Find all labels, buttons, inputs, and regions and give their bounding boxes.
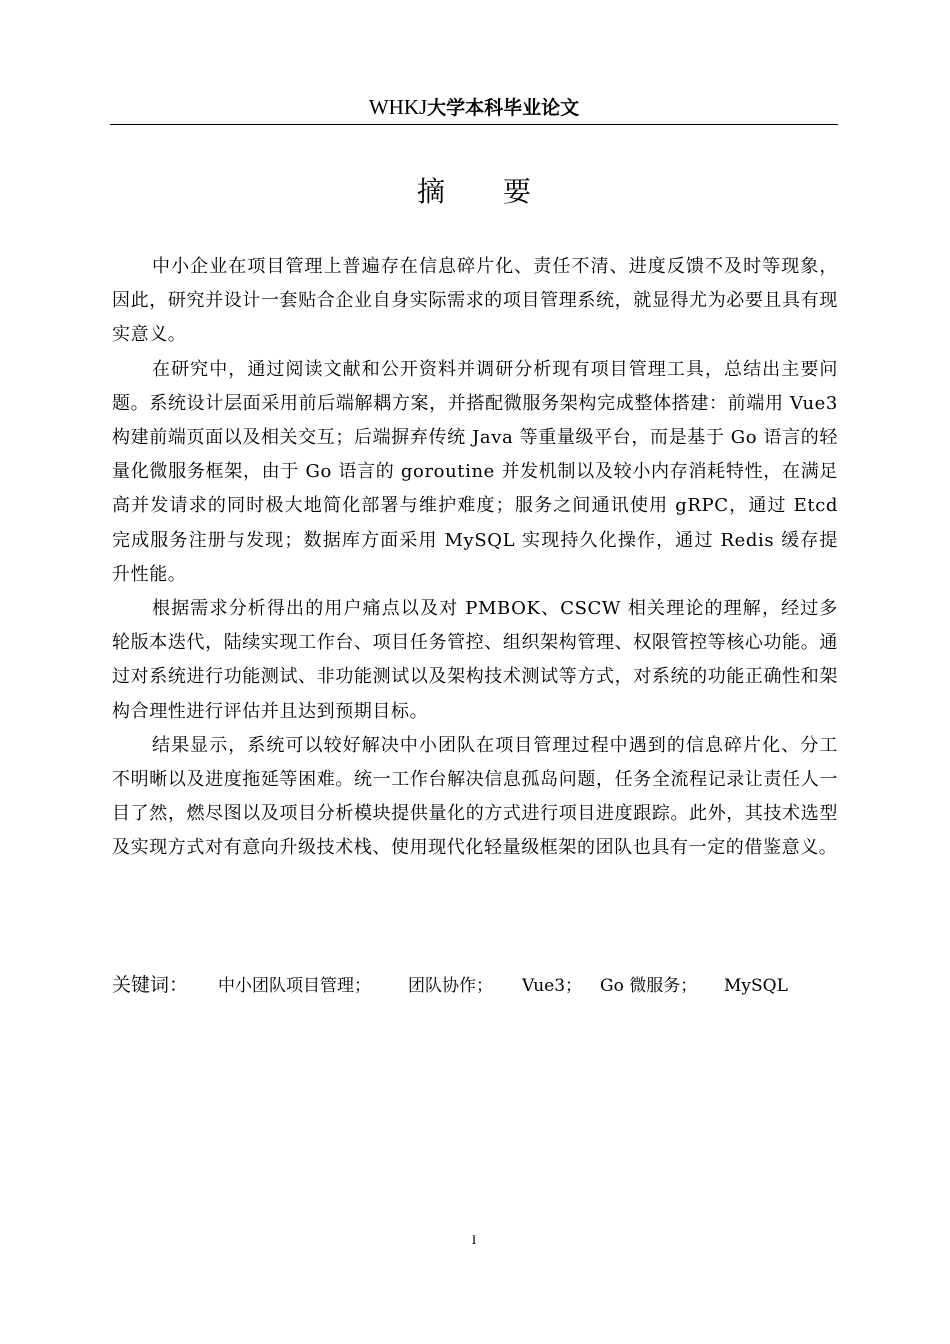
abstract-title: 摘要 <box>416 175 589 208</box>
keyword-item: 团队协作； <box>408 976 493 996</box>
abstract-paragraph: 中小企业在项目管理上普遍存在信息碎片化、责任不清、进度反馈不及时等现象，因此，研究并设计一套贴合企业自身实际需求的项目管理系统，就显得尤为必要且具有现实意义。 <box>112 256 838 346</box>
keyword-item: Vue3； <box>522 976 583 996</box>
abstract-paragraph: 在研究中，通过阅读文献和公开资料并调研分析现有项目管理工具，总结出主要问题。系统设计层面采用前后端解耦方案，并搭配微服务架构完成整体搭建：前端用 Vue3 构建前端页面以及相关交互；后端摒弃传统 Java 等重量级平台，而是基于 Go 语言的轻量化微服务框架，由于 Go 语言的 goroutine 并发机制以及较小内存消耗特性，在满足高并发请求的同时极大地简化部署与维护难度；服务之间通讯使用 gRPC，通过 Etcd 完成服务注册与发现；数据库方面采用 MySQL 实现持久化操作，通过 Redis 缓存提升性能。 <box>112 358 838 585</box>
keywords-line <box>112 969 838 1001</box>
keyword-item: 中小团队项目管理； <box>218 976 371 996</box>
keywords-label: 关键词： <box>112 974 189 996</box>
header-divider <box>110 124 838 125</box>
abstract-paragraph: 根据需求分析得出的用户痛点以及对 PMBOK、CSCW 相关理论的理解，经过多轮版本迭代，陆续实现工作台、项目任务管控、组织架构管理、权限管控等核心功能。通过对系统进行功能测试、非功能测试以及架构技术测试等方式，对系统的功能正确性和架构合理性进行评估并且达到预期目标。 <box>112 598 838 722</box>
abstract-body <box>112 250 838 866</box>
abstract-paragraph: 结果显示，系统可以较好解决中小团队在项目管理过程中遇到的信息碎片化、分工不明晰以及进度拖延等困难。统一工作台解决信息孤岛问题，任务全流程记录让责任人一目了然，燃尽图以及项目分析模块提供量化的方式进行项目进度跟踪。此外，其技术选型及实现方式对有意向升级技术栈、使用现代化轻量级框架的团队也具有一定的借鉴意义。 <box>112 734 838 859</box>
header-university-code: WHKJ <box>368 95 428 119</box>
keyword-item: Go 微服务； <box>600 976 698 996</box>
header-thesis-label: 大学本科毕业论文 <box>427 97 580 119</box>
page-number: I <box>471 1232 477 1247</box>
running-header <box>110 92 838 126</box>
keyword-item: MySQL <box>724 976 788 996</box>
